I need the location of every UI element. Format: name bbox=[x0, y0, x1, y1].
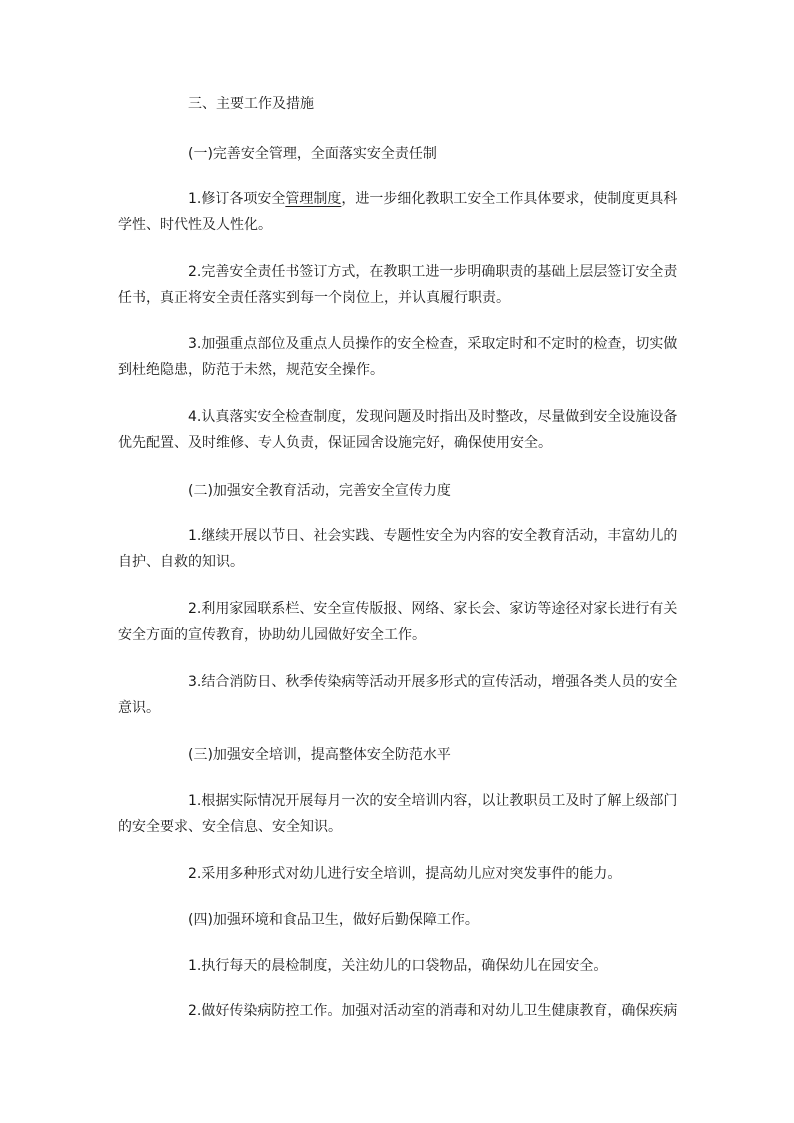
paragraph-4-2: 2.做好传染病防控工作。加强对活动室的消毒和对幼儿卫生健康教育，确保疾病 bbox=[188, 1003, 678, 1019]
paragraph-3-2: 2.采用多种形式对幼儿进行安全培训，提高幼儿应对突发事件的能力。 bbox=[188, 866, 622, 882]
subsection-title-1: (一)完善安全管理，全面落实安全责任制 bbox=[188, 146, 437, 162]
paragraph-1-1 bbox=[118, 186, 678, 238]
paragraph-text: 1.修订各项安全 bbox=[188, 191, 286, 207]
paragraph-text: ，进一步细化教职工安全工作具体要求，使制度更具科学性、时代性及人性化。 bbox=[118, 191, 678, 233]
paragraph-3-1: 1.根据实际情况开展每月一次的安全培训内容，以让教职员工及时了解上级部门的安全要求、安全信息、安全知识。 bbox=[118, 793, 678, 835]
paragraph-1-2: 2.完善安全责任书签订方式，在教职工进一步明确职责的基础上层层签订安全责任书，真正将安全责任落实到每一个岗位上，并认真履行职责。 bbox=[118, 264, 678, 306]
paragraph-2-2: 2.利用家园联系栏、安全宣传版报、网络、家长会、家访等途径对家长进行有关安全方面的宣传教育，协助幼儿园做好安全工作。 bbox=[118, 601, 678, 643]
section-title: 三、主要工作及措施 bbox=[188, 96, 314, 112]
paragraph-2-3: 3.结合消防日、秋季传染病等活动开展多形式的宣传活动，增强各类人员的安全意识。 bbox=[118, 674, 678, 716]
paragraph-1-4: 4.认真落实安全检查制度，发现问题及时指出及时整改，尽量做到安全设施设备优先配置、及时维修、专人负责，保证园舍设施完好，确保使用安全。 bbox=[118, 409, 678, 451]
subsection-title-4: (四)加强环境和食品卫生，做好后勤保障工作。 bbox=[188, 912, 479, 928]
management-system-link[interactable]: 管理制度 bbox=[285, 191, 342, 207]
paragraph-4-1: 1.执行每天的晨检制度，关注幼儿的口袋物品，确保幼儿在园安全。 bbox=[188, 958, 608, 974]
subsection-title-3: (三)加强安全培训，提高整体安全防范水平 bbox=[188, 747, 451, 763]
paragraph-2-1: 1.继续开展以节日、社会实践、专题性安全为内容的安全教育活动，丰富幼儿的自护、自救的知识。 bbox=[118, 528, 678, 570]
subsection-title-2: (二)加强安全教育活动，完善安全宣传力度 bbox=[188, 483, 451, 499]
paragraph-1-3: 3.加强重点部位及重点人员操作的安全检查，采取定时和不定时的检查，切实做到杜绝隐患，防范于未然，规范安全操作。 bbox=[118, 336, 678, 378]
